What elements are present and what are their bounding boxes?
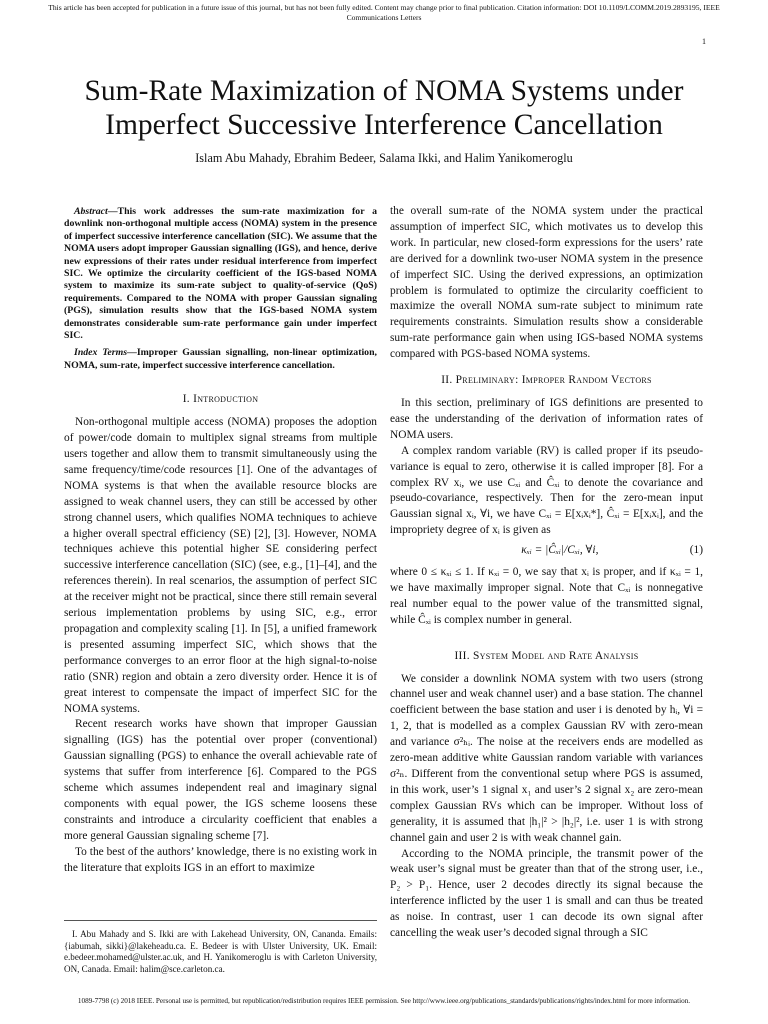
paper-title: Sum-Rate Maximization of NOMA Systems under Imperfect Successive Interference Cancellation — [84, 75, 684, 141]
abstract-label: Abstract — [74, 206, 108, 217]
author-list: Islam Abu Mahady, Ebrahim Bedeer, Salama Ikki, and Halim Yanikomeroglu — [195, 151, 573, 165]
system-model-paragraph-1: We consider a downlink NOMA system with two users (strong channel user and weak channel user) and a base station. The channel coefficient between the base station and user i is denoted by hᵢ, ∀i = 1, 2, that is modelled as a complex Gaussian RV with zero-mean and variance σ²ₕᵢ. The noise at the receivers ends are modelled as zero-mean additive white Gaussian random variable with variances σ²ₙ. Different from the conventional setup where PGS is assumed, in this work, user’s 1 signal x₁ and user’s 2 signal x₂ are zero-mean complex Gaussian RVs which can be improper. Without loss of generality, it is assumed that |h₁|² > |h₂|², i.e. user 1 is with strong channel gain and user 2 is with weak channel gain. — [390, 672, 703, 844]
left-column — [64, 204, 377, 876]
preliminary-paragraph-1: In this section, preliminary of IGS definitions are presented to ease the understanding of the derivation of information rates of NOMA users. — [390, 396, 703, 441]
right-column — [390, 204, 703, 942]
intro-paragraph-3: To the best of the authors’ knowledge, there is no existing work in the literature that exploits IGS in an effort to maximize — [64, 845, 377, 874]
index-terms — [64, 347, 377, 372]
system-model-paragraph-2: According to the NOMA principle, the transmit power of the weak user’s signal must be greater than that of the strong user, i.e., P₂ > P₁. Hence, user 2 decodes directly its signal because the interference inflicted by the user 1 is small and can thus be treated as noise. In contrast, user 1 can decode its own signal after cancelling the weak user’s decoded signal through a SIC — [390, 847, 703, 940]
intro-paragraph-3-continued: the overall sum-rate of the NOMA system under the practical assumption of imperfect SIC, which motivates us to develop this work. In particular, new closed-form expressions for the users’ rate are derived for a downlink two-user NOMA system in the presence of imperfect SIC. Using the derived expressions, an optimization problem is formulated to optimize the circularity coefficient to maximize the overall NOMA sum-rate subject to minimum rate requirements constraints. Simulation results show a considerable sum-rate performance gain when using IGS-based NOMA systems compared with PGS-based NOMA systems. — [390, 205, 703, 361]
equation-body: κₓᵢ = |Ĉₓᵢ|/Cₓᵢ, ∀i, — [521, 544, 599, 557]
equation-number: (1) — [689, 544, 703, 557]
index-terms-text: —Improper Gaussian signalling, non-linear optimization, NOMA, sum-rate, imperfect successive interference cancellation. — [64, 347, 377, 371]
section-heading-preliminary: II. Preliminary: Improper Random Vectors — [441, 374, 652, 387]
intro-paragraph-2: Recent research works have shown that improper Gaussian signalling (IGS) has the potential over proper (conventional) Gaussian signalling (PGS) to enhance the overall achievable rate of systems that suffer from interference [6]. Compared to the PGS scheme which assumes independent real and imaginary signal components with equal power, the IGS scheme loosens these constraints and introduce a circularity coefficient that enables a more general Gaussian signaling scheme [7]. — [64, 718, 377, 842]
page-number: 1 — [702, 37, 706, 46]
footnote-text: I. Abu Mahady and S. Ikki are with Lakehead University, ON, Cananda. Emails:{iabumah, sikki}@lakeheadu.ca. E. Bedeer is with Ulster University, UK. Email: e.bedeer.mohamed@ulster.ac.uk, and H. Yanikomeroglu is with Carleton University, ON, Canada. Email: halim@sce.carleton.ca. — [64, 929, 377, 974]
author-affiliation-footnote — [64, 920, 377, 975]
intro-paragraph-1: Non-orthogonal multiple access (NOMA) proposes the adoption of power/code domain to multiplex signal streams from multiple users together and allow them to transmit simultaneously using the same frequency/time/code resources [1]. One of the advantages of NOMA systems is that when the available resource blocks are assigned to weak channel users, they can still be accessed by other strong channel users, which qualifies NOMA techniques to achieve a higher overall spectral efficiency (SE) [2], [3]. However, NOMA techniques achieve this potential higher SE considering perfect successive interference cancellation (SIC) (see, e.g., [1]–[4], and the references therein). In real scenarios, the assumption of perfect SIC at the receiver might not be practical, since there still remain several serious implementation problems by using SIC, e.g., error propagation and complexity scaling [1]. In [5], a unified framework is presented assuming imperfect SIC, which shows that the performance converges to an error floor at the high signal-to-noise ratio (SNR) region and obtain a zero diversity order. Hence it is of great interest to compensate the impact of imperfect SIC for the NOMA systems. — [64, 416, 377, 715]
index-terms-label: Index Terms — [74, 347, 128, 359]
abstract — [64, 206, 377, 342]
copyright-footer: 1089-7798 (c) 2018 IEEE. Personal use is permitted, but republication/redistribution requires IEEE permission. See http://www.ieee.org/publications_standards/publications/rights/index.html for more information. — [77, 997, 691, 1005]
equation-1 — [390, 543, 703, 559]
preliminary-paragraph-2: A complex random variable (RV) is called proper if its pseudo-variance is equal to zero, otherwise it is called improper [8]. For a complex RV xᵢ, we use Cₓᵢ and Ĉₓᵢ to denote the covariance and pseudo-covariance, respectively. Then for the zero-mean input Gaussian signal xᵢ, ∀i, we have Cₓᵢ = E[xᵢxᵢ*], Ĉₓᵢ = E[xᵢxᵢ], and the impropriety degree of xᵢ is given as — [390, 444, 703, 537]
journal-banner: This article has been accepted for publication in a future issue of this journal, but has not been fully edited. Content may change prior to final publication. Citation information: DOI 10.1109/LCOMM.2019.2893195, IEEE Communications Letters — [48, 3, 720, 22]
section-heading-introduction: I. Introduction — [182, 393, 259, 406]
abstract-text: —This work addresses the sum-rate maximization for a downlink non-orthogonal multiple access (NOMA) system in the presence of imperfect successive interference cancellation (SIC). We assume that the NOMA users adopt improper Gaussian signalling (IGS), and hence, derive new expressions of their rates under residual interference from imperfect SIC. We optimize the circularity coefficient of the IGS-based NOMA system to maximize its sum-rate subject to quality-of-service (QoS) requirements. Compared to the NOMA with proper Gaussian signaling (PGS), simulation results show that the IGS-based NOMA system demonstrates considerable sum-rate performance gain under imperfect SIC. — [64, 206, 377, 342]
section-heading-system-model: III. System Model and Rate Analysis — [454, 649, 639, 662]
preliminary-paragraph-3: where 0 ≤ κₓᵢ ≤ 1. If κₓᵢ = 0, we say that xᵢ is proper, and if κₓᵢ = 1, we have maximally improper signal. Note that Cₓᵢ is nonnegative real number equal to the power value of the transmitted signal, while Ĉₓᵢ is complex number in general. — [390, 566, 703, 626]
